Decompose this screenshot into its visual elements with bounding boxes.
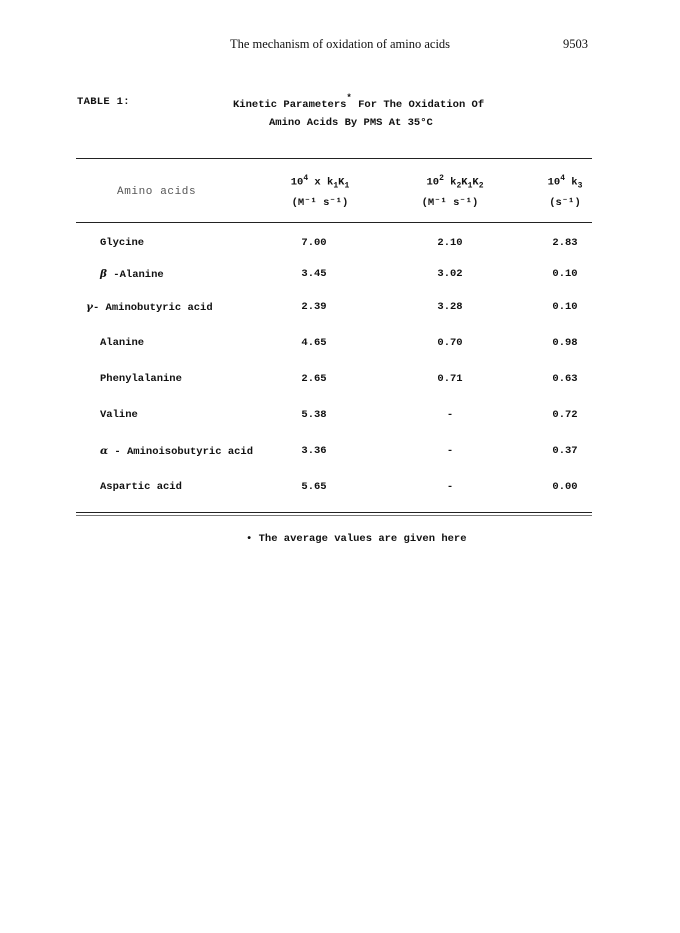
- column-header-k3: $10^4$ $k_3$: [547, 174, 583, 191]
- table-cell-k3: 0.00: [552, 481, 578, 493]
- table-cell-k2K1K2: -: [446, 445, 454, 457]
- table-row-name: Glycine: [100, 237, 145, 249]
- caption-line1: Kinetic Parameters: [233, 99, 347, 111]
- column-unit-k2K1K2: (M⁻¹ s⁻¹): [421, 197, 479, 209]
- table-row-name: β -Alanine: [100, 268, 164, 281]
- table-cell-k3: 0.10: [552, 301, 578, 313]
- table-cell-k3: 0.63: [552, 373, 578, 385]
- table-cell-k3: 0.37: [552, 445, 578, 457]
- table-cell-k3: 2.83: [552, 237, 578, 249]
- table-caption: [233, 93, 493, 132]
- gamma-symbol: γ: [86, 301, 93, 313]
- table-cell-k1K1: 5.38: [301, 409, 327, 421]
- table-footnote: • The average values are given here: [246, 533, 467, 545]
- table-row-name: Aspartic acid: [100, 481, 182, 493]
- table-row-name: Valine: [100, 409, 138, 421]
- table-cell-k1K1: 4.65: [301, 337, 327, 349]
- table-row-name: Alanine: [100, 337, 145, 349]
- table-cell-k2K1K2: 0.70: [437, 337, 463, 349]
- table-bottom-rule-secondary: [76, 515, 592, 516]
- column-header-k2K1K2: $10^2$ $k_2K_1K_2$: [426, 174, 484, 191]
- table-label: TABLE 1:: [77, 96, 130, 108]
- running-title: The mechanism of oxidation of amino acids: [229, 37, 451, 51]
- column-unit-k1K1: (M⁻¹ s⁻¹): [291, 197, 349, 209]
- table-row-name: Phenylalanine: [100, 373, 182, 385]
- table-cell-k1K1: 2.39: [301, 301, 327, 313]
- table-header-rule: [76, 222, 592, 223]
- caption-asterisk: *: [346, 93, 352, 103]
- column-header-k1K1: $10^4$ x $k_1K_1$: [290, 174, 350, 191]
- alpha-symbol: α: [100, 445, 109, 457]
- table-cell-k1K1: 2.65: [301, 373, 327, 385]
- beta-symbol: β: [100, 268, 107, 280]
- caption-line2: Amino Acids By PMS At 35°C: [269, 117, 433, 129]
- table-cell-k2K1K2: 3.28: [437, 301, 463, 313]
- table-cell-k3: 0.72: [552, 409, 578, 421]
- table-cell-k2K1K2: 2.10: [437, 237, 463, 249]
- page-number: 9503: [563, 37, 588, 51]
- table-top-rule: [76, 158, 592, 159]
- column-unit-k3: (s⁻¹): [549, 197, 581, 209]
- table-cell-k3: 0.10: [552, 268, 578, 280]
- column-header-amino-acids: Amino acids: [117, 186, 197, 198]
- table-cell-k1K1: 7.00: [301, 237, 327, 249]
- table-cell-k3: 0.98: [552, 337, 578, 349]
- table-cell-k1K1: 5.65: [301, 481, 327, 493]
- table-row-name: α - Aminoisobutyric acid: [100, 445, 254, 458]
- table-cell-k2K1K2: 0.71: [437, 373, 463, 385]
- table-cell-k1K1: 3.36: [301, 445, 327, 457]
- table-row-name: γ- Aminobutyric acid: [86, 301, 213, 314]
- table-cell-k2K1K2: -: [446, 409, 454, 421]
- table-cell-k2K1K2: -: [446, 481, 454, 493]
- caption-line1-rest: For The Oxidation Of: [351, 99, 485, 111]
- table-cell-k1K1: 3.45: [301, 268, 327, 280]
- table-bottom-rule: [76, 512, 592, 513]
- table-cell-k2K1K2: 3.02: [437, 268, 463, 280]
